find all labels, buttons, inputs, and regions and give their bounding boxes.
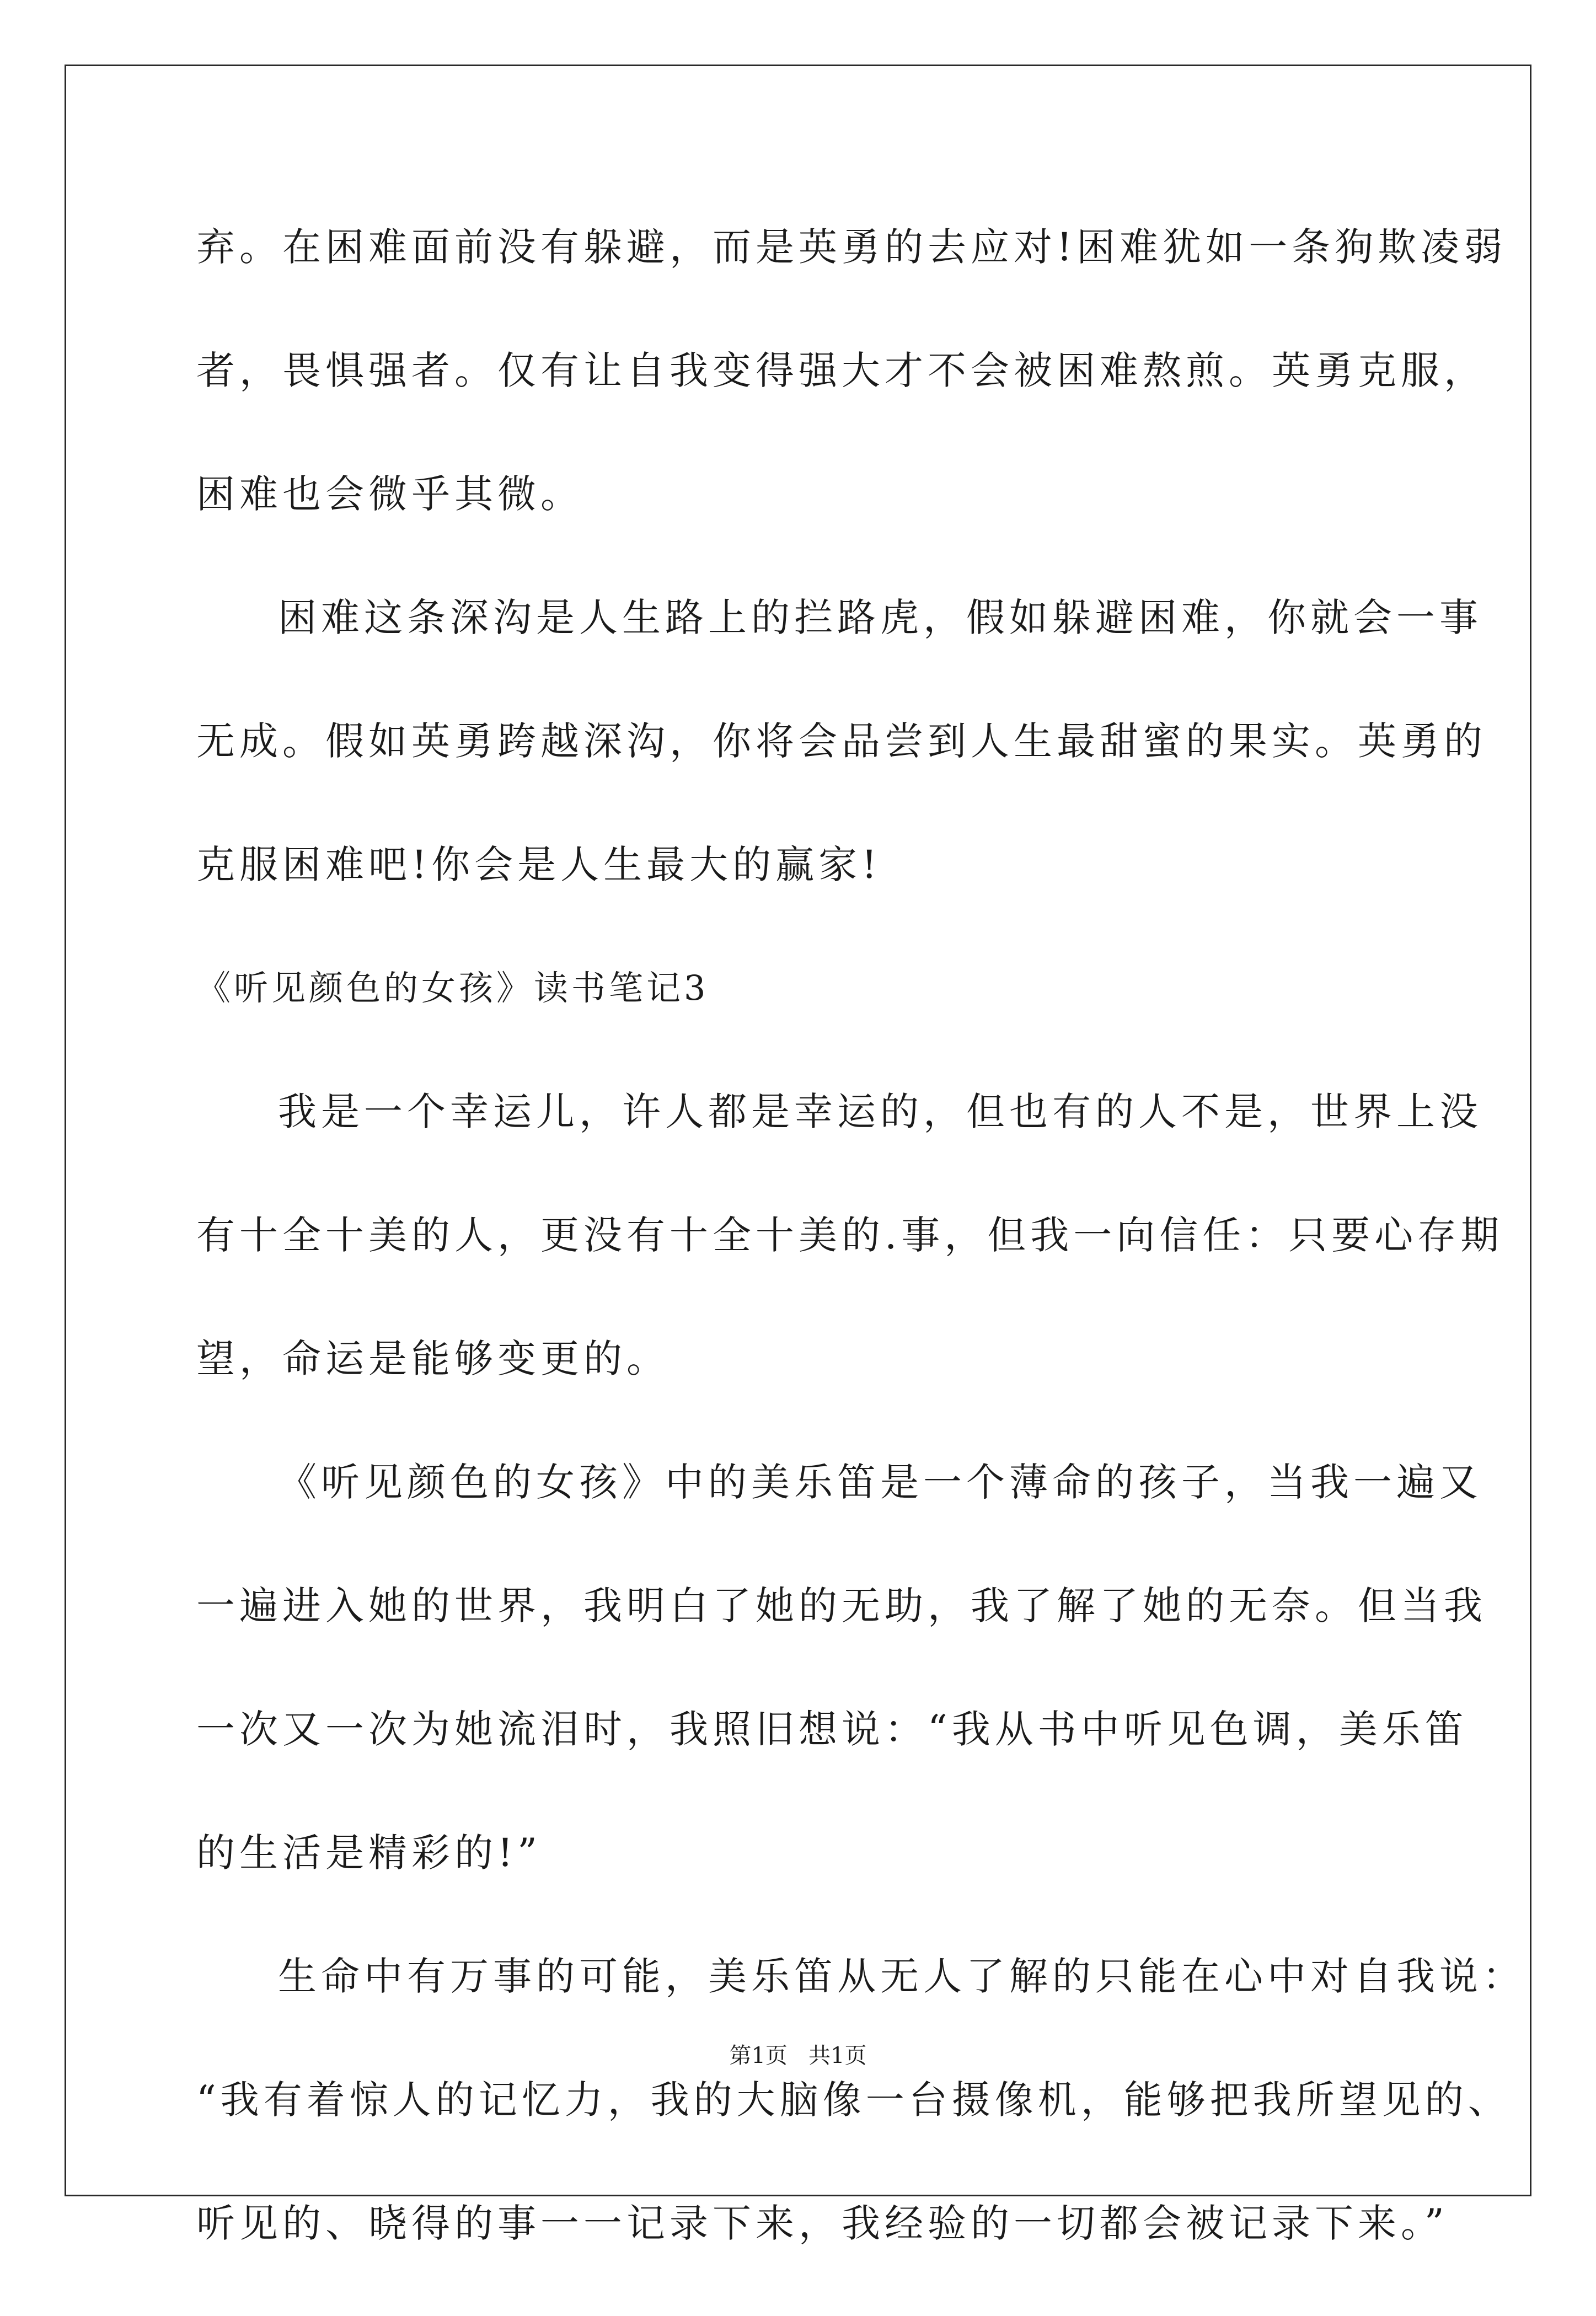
text-line-6: 克服困难吧!你会是人生最大的赢家! bbox=[196, 842, 882, 887]
text-line-16: “我有着惊人的记忆力，我的大脑像一台摄像机，能够把我所望见的、 bbox=[196, 2077, 1511, 2122]
text-line-11: 《听见颜色的女孩》中的美乐笛是一个薄命的孩子，当我一遍又 bbox=[278, 1460, 1482, 1505]
text-line-4: 困难这条深沟是人生路上的拦路虎，假如躲避困难，你就会一事 bbox=[278, 595, 1482, 640]
section-heading: 《听见颜色的女孩》读书笔记3 bbox=[196, 968, 709, 1008]
page-number-footer: 第1页 共1页 bbox=[729, 2043, 867, 2068]
text-line-1: 弃。在困难面前没有躲避，而是英勇的去应对!困难犹如一条狗欺凌弱 bbox=[196, 224, 1507, 270]
text-line-2: 者，畏惧强者。仅有让自我变得强大才不会被困难熬煎。英勇克服， bbox=[196, 348, 1487, 393]
text-line-15: 生命中有万事的可能，美乐笛从无人了解的只能在心中对自我说： bbox=[278, 1954, 1525, 1999]
text-line-5: 无成。假如英勇跨越深沟，你将会品尝到人生最甜蜜的果实。英勇的 bbox=[196, 719, 1487, 764]
text-line-9: 有十全十美的人，更没有十全十美的.事，但我一向信任：只要心存期 bbox=[196, 1213, 1504, 1258]
document-body bbox=[196, 216, 1525, 2316]
text-line-13: 一次又一次为她流泪时，我照旧想说：“我从书中听见色调，美乐笛 bbox=[196, 1707, 1468, 1752]
text-line-10: 望，命运是能够变更的。 bbox=[196, 1336, 670, 1381]
text-line-8: 我是一个幸运儿，许人都是幸运的，但也有的人不是，世界上没 bbox=[278, 1089, 1482, 1134]
text-line-14: 的生活是精彩的!” bbox=[196, 1830, 542, 1875]
text-line-17: 听见的、晓得的事一一记录下来，我经验的一切都会被记录下来。” bbox=[196, 2201, 1449, 2246]
text-line-12: 一遍进入她的世界，我明白了她的无助，我了解了她的无奈。但当我 bbox=[196, 1583, 1487, 1628]
text-line-3: 困难也会微乎其微。 bbox=[196, 471, 583, 517]
